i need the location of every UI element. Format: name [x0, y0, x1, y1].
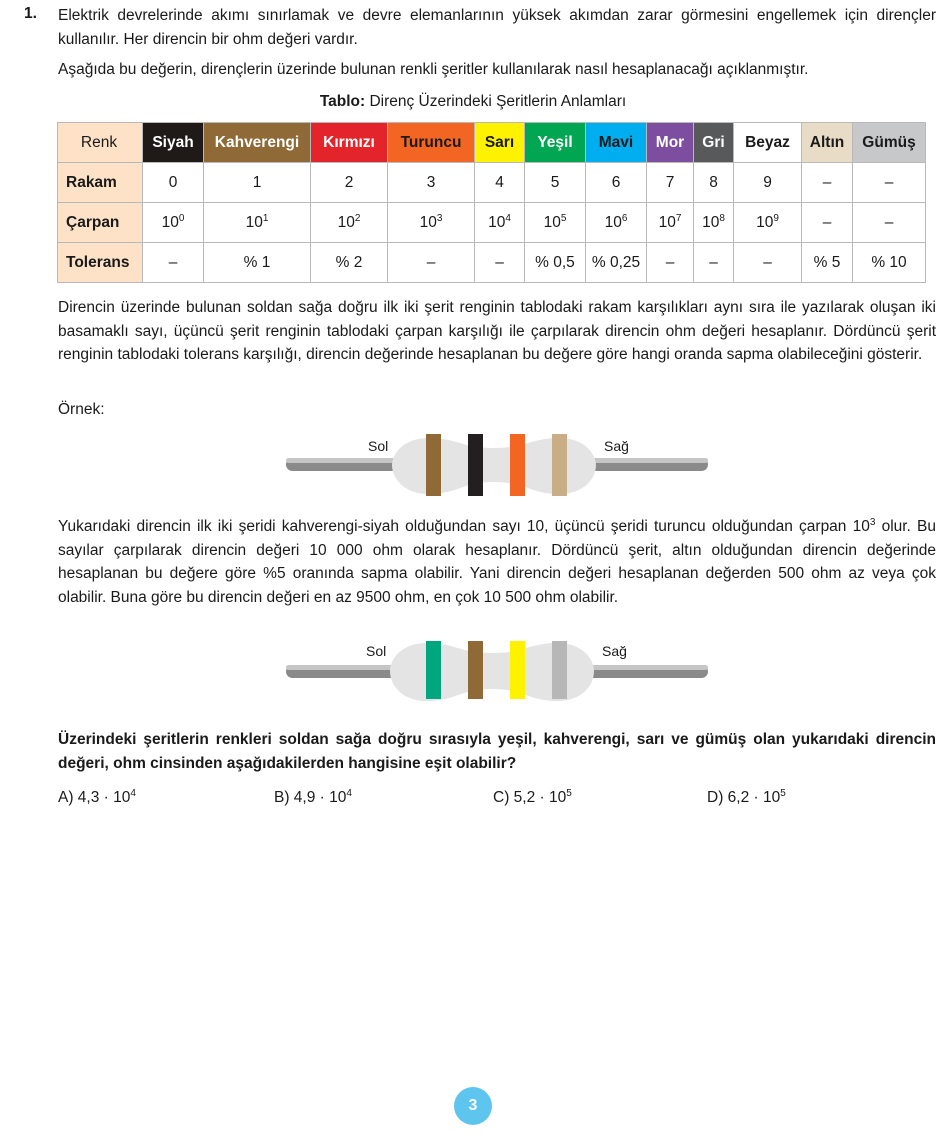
answer-option-b[interactable]: B) $4,9 \cdot 10^4$ — [274, 788, 352, 806]
resistor2-left-label: Sol — [366, 643, 387, 659]
multiplier-cell: $10^9$ — [734, 203, 802, 243]
example-paragraph — [58, 515, 936, 609]
resistor2-band-2 — [468, 641, 483, 699]
multiplier-cell: $10^1$ — [204, 203, 311, 243]
digit-cell: 6 — [586, 163, 647, 203]
page-number: 3 — [454, 1087, 492, 1125]
caption-bold: Tablo: — [319, 93, 366, 110]
digit-cell: 0 — [143, 163, 204, 203]
color-name-cell: Mor — [647, 123, 694, 163]
multiplier-cell: – — [853, 203, 926, 243]
digit-cell: 4 — [475, 163, 525, 203]
answer-option-c[interactable]: C) $5,2 \cdot 10^5$ — [493, 788, 572, 806]
row-header: Renk — [58, 123, 143, 163]
multiplier-cell: – — [802, 203, 853, 243]
digit-cell: 1 — [204, 163, 311, 203]
digit-cell: 3 — [388, 163, 475, 203]
answer-option-d[interactable]: D) $6,2 \cdot 10^5$ — [707, 788, 786, 806]
color-name-cell: Kahverengi — [204, 123, 311, 163]
tolerance-row — [58, 243, 926, 283]
digit-cell: 2 — [311, 163, 388, 203]
resistor-color-table — [57, 122, 926, 283]
tolerance-cell: % 10 — [853, 243, 926, 283]
resistor1-right-label: Sağ — [604, 438, 629, 454]
digit-cell: 8 — [694, 163, 734, 203]
digit-cell: 9 — [734, 163, 802, 203]
multiplier-cell: $10^4$ — [475, 203, 525, 243]
color-name-cell: Turuncu — [388, 123, 475, 163]
resistor2-band-1 — [426, 641, 441, 699]
tolerance-cell: – — [143, 243, 204, 283]
question-number: 1. — [24, 5, 37, 22]
explain-paragraph: Aşağıda bu değerin, dirençlerin üzerinde bulunan renkli şeritler kullanılarak nasıl hesaplanacağı açıklanmıştır. — [58, 61, 809, 78]
digit-cell: – — [802, 163, 853, 203]
color-name-cell: Gri — [694, 123, 734, 163]
digit-row — [58, 163, 926, 203]
color-row — [58, 123, 926, 163]
tolerance-cell: % 5 — [802, 243, 853, 283]
color-name-cell: Siyah — [143, 123, 204, 163]
color-name-cell: Beyaz — [734, 123, 802, 163]
tolerance-cell: % 1 — [204, 243, 311, 283]
multiplier-cell: $10^5$ — [525, 203, 586, 243]
color-name-cell: Mavi — [586, 123, 647, 163]
resistor2-band-4 — [552, 641, 567, 699]
row-header: Rakam — [58, 163, 143, 203]
tolerance-cell: – — [475, 243, 525, 283]
example-text-1: Yukarıdaki direncin ilk iki şeridi kahverengi-siyah olduğundan sayı 10, üçüncü şeridi turuncu olduğundan çarpan 10 — [58, 518, 870, 535]
tolerance-cell: % 0,25 — [586, 243, 647, 283]
resistor2-diagram — [284, 637, 710, 705]
tolerance-cell: – — [388, 243, 475, 283]
multiplier-cell: $10^3$ — [388, 203, 475, 243]
digit-cell: 5 — [525, 163, 586, 203]
row-header: Çarpan — [58, 203, 143, 243]
color-name-cell: Yeşil — [525, 123, 586, 163]
caption-text: Direnç Üzerindeki Şeritlerin Anlamları — [365, 93, 627, 110]
example-label: Örnek: — [58, 401, 105, 418]
digit-cell: – — [853, 163, 926, 203]
tolerance-cell: % 2 — [311, 243, 388, 283]
tolerance-cell: – — [694, 243, 734, 283]
intro-paragraph: Elektrik devrelerinde akımı sınırlamak ve devre elemanlarının yüksek akımdan zarar görmesini engellemek için dirençler kullanılır. Her direncin bir ohm değeri vardır. — [58, 7, 936, 48]
resistor1-band-2 — [468, 434, 483, 496]
question-text: Üzerindeki şeritlerin renkleri soldan sağa doğru sırasıyla yeşil, kahverengi, sarı ve gümüş olan yukarıdaki direncin değeri, ohm cinsinden aşağıdakilerden hangisine eşit olabilir? — [58, 731, 936, 772]
multiplier-cell: $10^7$ — [647, 203, 694, 243]
example-exponent: 3 — [869, 517, 876, 528]
resistor2-band-3 — [510, 641, 525, 699]
digit-cell: 7 — [647, 163, 694, 203]
multiplier-cell: $10^2$ — [311, 203, 388, 243]
row-header: Tolerans — [58, 243, 143, 283]
resistor2-right-label: Sağ — [602, 643, 627, 659]
multiplier-cell: $10^0$ — [143, 203, 204, 243]
multiplier-cell: $10^8$ — [694, 203, 734, 243]
color-name-cell: Gümüş — [853, 123, 926, 163]
tolerance-cell: % 0,5 — [525, 243, 586, 283]
resistor1-band-3 — [510, 434, 525, 496]
resistor1-band-1 — [426, 434, 441, 496]
multiplier-cell: $10^6$ — [586, 203, 647, 243]
tolerance-cell: – — [734, 243, 802, 283]
resistor1-diagram — [284, 432, 710, 500]
color-name-cell: Sarı — [475, 123, 525, 163]
table-caption — [0, 93, 946, 111]
color-name-cell: Kırmızı — [311, 123, 388, 163]
color-name-cell: Altın — [802, 123, 853, 163]
resistor1-left-label: Sol — [368, 438, 389, 454]
tolerance-cell: – — [647, 243, 694, 283]
rule-paragraph: Direncin üzerinde bulunan soldan sağa doğru ilk iki şerit renginin tablodaki rakam karşılıkları aynı sıra ile yazılarak oluşan iki basamaklı sayı, üçüncü şerit renginin tablodaki çarpan karşılığı ile çarpılarak direncin ohm değeri hesaplanır. Dördüncü şerit renginin tablodaki tolerans karşılığı, direncin değerinde hesaplanan bu değere göre hangi oranda sapma olabileceğini gösterir. — [58, 299, 936, 363]
example-text-2: olur. Bu sayılar çarpılarak direncin değeri 10 000 ohm olarak hesaplanır. Dördüncü şerit, altın olduğundan direncin değerinde hesaplanan bu değere göre %5 oranında sapma olabilir. Yani direncin değeri hesaplanan değerden 500 ohm az veya çok olabilir. Buna göre bu direncin değeri en az 9500 ohm, en çok 10 500 ohm olabilir. — [58, 518, 936, 606]
answer-option-a[interactable]: A) $4,3 \cdot 10^4$ — [58, 788, 136, 806]
resistor1-band-4 — [552, 434, 567, 496]
multiplier-row — [58, 203, 926, 243]
